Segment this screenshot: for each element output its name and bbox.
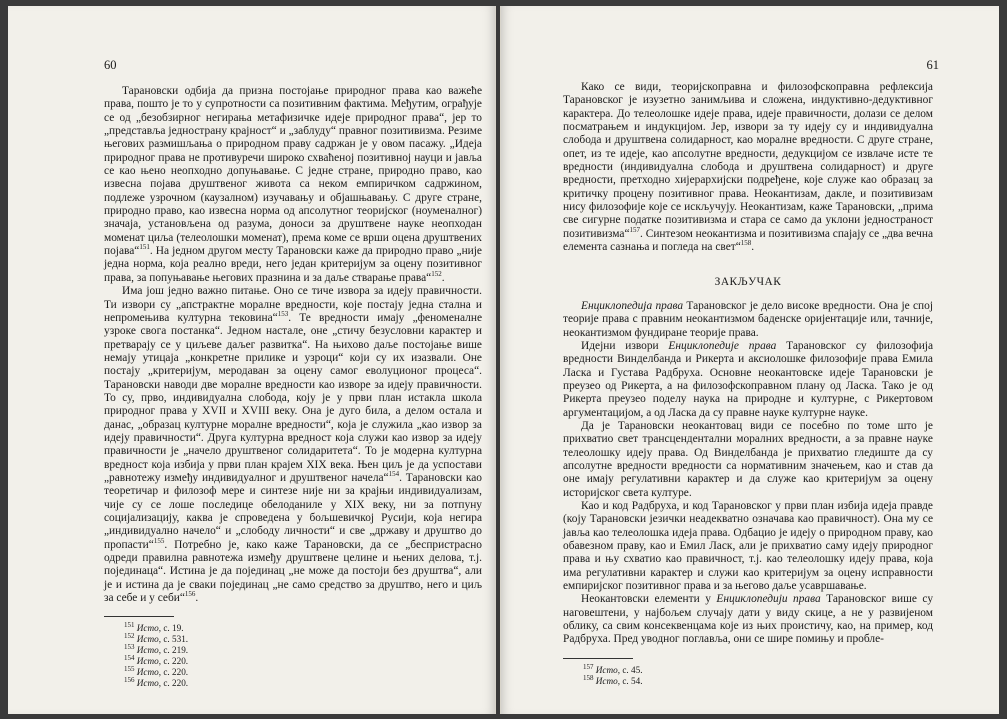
footnote-ref-text: Исто bbox=[595, 675, 618, 686]
text-run: Како се види, теоријскоправна и филозофскоправна рефлексија Тарановског је изузетно занимљива и сложена, индуктивно-дедуктивног карактера. До телеолошке идеје права, идеје правичности, долази се делом посматрањем и индукцијом. Јер, извори за ту идеју су и индивидуална слобода и друштвена солидарност, као моралне вредности. С друге стране, опет, из те идеје, као апсолутне вредности, дедукцијом се извлаче исте те вредности (индивидуална слобода и друштвена солидарност) и друге вредности, претходно хијерархијски подређене, које служе као образац за критичку процену позитивног права. Неокантизам, дакле, и позитивизам нису филозофије које се искључују. Неокантизам, каже Тарановски, „прима све сигурне податке позитивизма и стара се само да уклони једностраност позитивизма“ bbox=[563, 81, 933, 240]
footnote-ref: 151 bbox=[139, 243, 150, 252]
footnote-ref-text: Исто bbox=[136, 623, 159, 634]
text-run: Тарановског је дело високе вредности. Она је спој теорије права с правним неокантизмом баденске оријентације или, тачније, неокантизмом фундиране теорије права. bbox=[563, 299, 933, 339]
paragraph bbox=[563, 340, 933, 420]
text-run: . bbox=[441, 271, 445, 284]
footnote-number: 157 bbox=[583, 662, 594, 671]
page-number: 60 bbox=[104, 58, 117, 72]
footnote-ref: 157 bbox=[629, 225, 641, 234]
footnote-divider bbox=[563, 658, 633, 659]
footnote bbox=[104, 678, 482, 689]
footnote-number: 153 bbox=[124, 643, 135, 652]
paragraph bbox=[563, 300, 933, 340]
italic-title: Енциклопедије права bbox=[668, 339, 777, 352]
footnote-ref-text: Исто bbox=[136, 656, 159, 667]
footnote-ref-text: Исто bbox=[136, 667, 159, 678]
text-run: . Тарановски као теоретичар и филозоф мере и синтезе није ни за крајњи индивидуализам, чије су се лоше последице обелоданиле у XIX веку, ни за потпуну социјализацију, каква је спроведена у бољшевичкој Русији, која негира „индивидуално начело“ и „слободу личности“ и све „државу и друштво до пропасти“ bbox=[104, 471, 482, 551]
footnote-text: , с. 220. bbox=[158, 667, 189, 678]
text-run: Неокантовски елементи у bbox=[581, 593, 717, 606]
footnote-ref: 156 bbox=[184, 590, 196, 599]
italic-title: Енциклопедија права bbox=[581, 299, 684, 312]
left-page-body bbox=[104, 85, 482, 689]
text-run: . bbox=[751, 241, 755, 254]
footnote bbox=[104, 656, 482, 667]
right-page bbox=[500, 6, 999, 714]
footnote-ref: 153 bbox=[277, 310, 289, 319]
footnote-text: , с. 531. bbox=[158, 634, 189, 645]
footnote-number: 158 bbox=[583, 673, 594, 682]
footnote-number: 155 bbox=[124, 665, 135, 674]
footnote-ref: 155 bbox=[153, 536, 165, 545]
footnote bbox=[563, 673, 933, 687]
footnote-ref: 154 bbox=[388, 470, 400, 479]
footnote-ref-text: Исто bbox=[595, 664, 618, 675]
text-run: Идејни извори bbox=[581, 339, 669, 352]
footnote bbox=[104, 645, 482, 656]
paragraph bbox=[104, 85, 482, 285]
footnote bbox=[104, 623, 482, 634]
text-run: Тарановски одбија да призна постојање природног права као важеће права, пошто је то у супротности са позитивним фактима. Међутим, ограђује се од „безобзирног негирања метафизичке идеје природног права“, јер то „представља једнострану крајност“ и „заблуду“ правног позитивизма. Резиме његових размишљања о природном праву садржан је у овом пасажу. „Идеја природног права не противуречи широко схваћеној позитивној науци и јавља се као њено неопходно допуњавање. С једне стране, природно право, као извесна појава друштвеног живота са неком емпиричком садржином, подлеже узрочном (каузалном) изучавању и објашњавању. С друге стране, природно право, као извесна норма од апсолутног теоријског (ноуменалног) значаја, установљена од разума, доноси за друштвене науке неопходан моменат циља (телеолошки моменат), према коме се врши оцена друштвених појава“ bbox=[104, 85, 482, 258]
text-run: . Потребно је, како каже Тарановски, да се „беспристрасно одреди правилна равнотежа између друштвене целине и њених делова, т.ј. појединаца“. Истина је да појединац „не може да постоји без друштва“, али је и истина да је сваки појединац „не само средство за друштво, него и циљ за себе и у себи“ bbox=[104, 538, 482, 605]
footnote-number: 152 bbox=[124, 632, 135, 641]
text-run: . bbox=[195, 592, 199, 605]
paragraph: Као и код Радбруха, и код Тарановског у први план избија идеја правде (коју Тарановски језички неадекватно означава као правичност). Она му се јавља као телеолошка идеја права. Одбацио је идеју о природном праву, као обавезном праву, као и Емил Ласк, али је прихватио саму идеју природног права и њу схватио као правичност, т.ј. као телеолошку идеју права, која има регулативни карактер и служи као критеријум за оцену исправности емпиријског позитивног права и за његово даље усавршавање. bbox=[563, 499, 933, 593]
footnote-text: , с. 219. bbox=[158, 645, 189, 656]
paragraph bbox=[104, 285, 482, 605]
text-run: Има још једно важно питање. Оно се тиче извора за идеју правичности. Ти извори су „апстрактне моралне вредности, које постају једна стална и непромењива културна тековина“ bbox=[104, 285, 482, 324]
footnote bbox=[104, 667, 482, 678]
footnote-ref: 158 bbox=[740, 239, 752, 248]
text-run: . Те вредности имају „феноменалне узроке свога постанка“. Једном настале, оне „стичу безусловни карактер и претварају се у циљеве даљег развитка“. На њихово даље постојање више немају утицаја „конкретне прилике и узроци“ који су их изазвали. Оне постају „критеријум, меродаван за оцену самог еволуционог процеса“. Тарановски наводи две моралне вредности као изворе за идеју правичности. То су, прво, индивидуална слобода, коју је у први план истакла школа природног права у XVII и XVIII веку. Она је дуго била, а делом остала и данас, „образац културне моралне вредности“, која је служила „као извор за идеју правичности“. Друга културна вредност која служи као извор за идеју правичности је „начело друштвеног солидаритета“. То је модерна културна вредност која избија у први план крајем XIX века. Њен циљ је да успостави „равнотежу између индивидуалног и друштвеног начела“ bbox=[104, 311, 482, 484]
footnote bbox=[563, 662, 933, 676]
footnote-number: 156 bbox=[124, 676, 135, 685]
text-run: . Синтезом неокантизма и позитивизма спајају се „два вечна елемента сазнања и погледа на свет“ bbox=[563, 227, 933, 254]
text-run: . На једном другом месту Тарановски каже да природно право „није једна норма, која реално вреди, него један критеријум за оцену позитивног права, за попуњавање његових празнина и за даље стварање права“ bbox=[104, 245, 482, 284]
footnote-ref: 152 bbox=[431, 270, 442, 279]
paragraph: Да је Тарановски неокантовац види се посебно по томе што је прихватио свет трансцендентални моралних вредности, а за правне науке телеолошку идеју права. Од Винделбанда је прихватио гледиште да су апсолутне вредности вредности са нормативним значењем, као и став да оне имају регулативни карактер и да служе као критеријум за оцену историјског света културе. bbox=[563, 419, 933, 499]
section-heading: ЗАКЉУЧАК bbox=[714, 276, 782, 289]
footnote-ref-text: Исто bbox=[136, 645, 159, 656]
footnote-number: 151 bbox=[124, 621, 135, 630]
italic-title: Енциклопедији права bbox=[716, 593, 821, 606]
left-page bbox=[8, 6, 496, 714]
footnote-divider bbox=[104, 616, 174, 617]
paragraph bbox=[563, 81, 933, 254]
footnote-text: , с. 220. bbox=[158, 678, 189, 689]
paragraph bbox=[563, 593, 933, 646]
footnote-text: , с. 19. bbox=[158, 623, 184, 634]
footnote-text: , с. 54. bbox=[617, 675, 643, 686]
right-page-body bbox=[563, 81, 933, 687]
footnote bbox=[104, 634, 482, 645]
footnote-text: , с. 45. bbox=[617, 664, 643, 675]
footnote-text: , с. 220. bbox=[158, 656, 189, 667]
footnote-number: 154 bbox=[124, 654, 135, 663]
text-run: Тарановског више су наговештени, у најбољем случају дати у виду скице, а не у развијеном облику, са свим консеквенцама које из њих проистичу, као, на пример, код Радбруха. Пред уводног поглавља, они се шире помињу и пробле- bbox=[563, 593, 934, 646]
text-run: Тарановског су филозофија вредности Винделбанда и Рикерта и аксиолошке филозофије права Емила Ласка и Густава Радбруха. Основне неокантовске идеје Тарановски је преузео од Рикерта, а на филозофскоправном плану од Ласка. Тако је од Рикерта преузео поделу наука на природне и културне, с Рикертовом аргументацијом, а од Ласка да су правне науке културне науке. bbox=[563, 339, 934, 419]
footnote-ref-text: Исто bbox=[136, 634, 159, 645]
footnote-ref-text: Исто bbox=[136, 678, 159, 689]
page-number: 61 bbox=[926, 58, 939, 72]
